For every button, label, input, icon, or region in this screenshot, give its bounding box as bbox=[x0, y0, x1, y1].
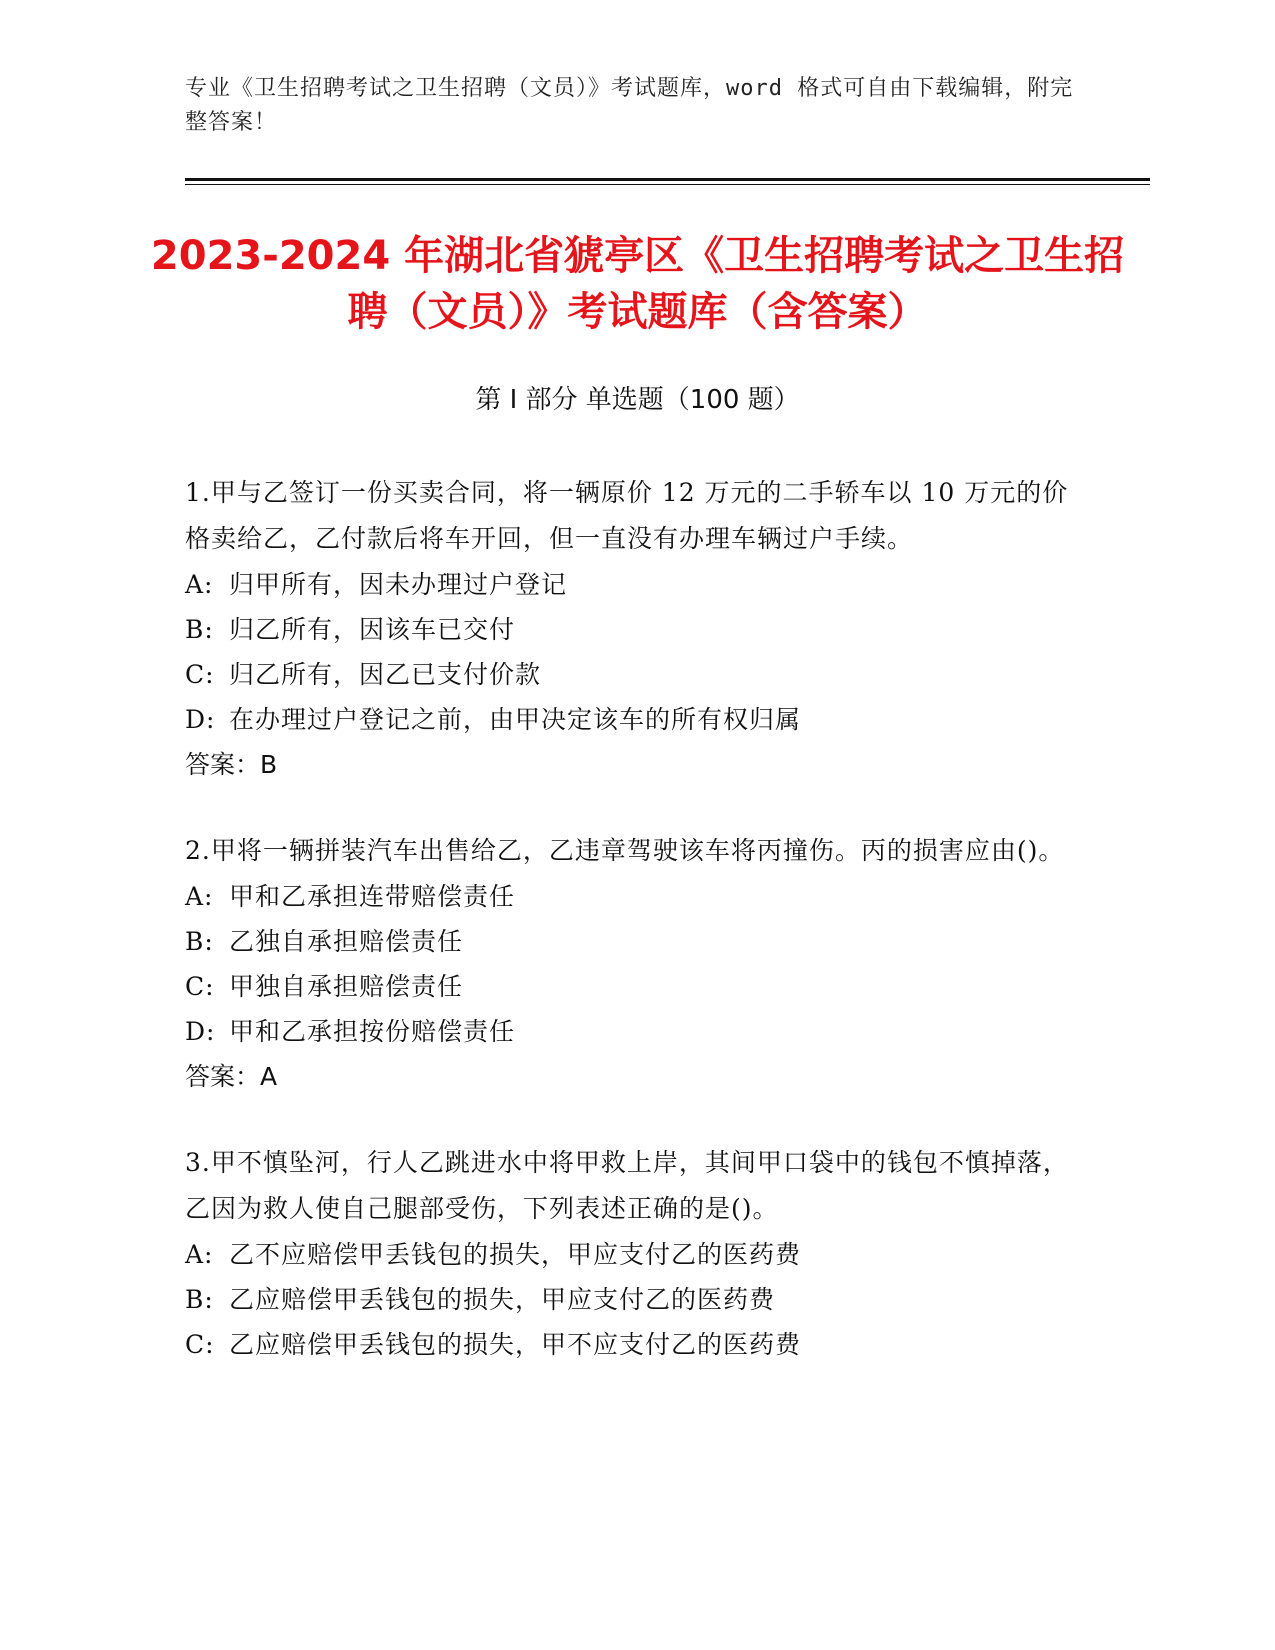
option-letter: B: bbox=[185, 927, 214, 956]
option-letter: C: bbox=[185, 1330, 215, 1359]
option-text: 乙不应赔偿甲丢钱包的损失，甲应支付乙的医药费 bbox=[229, 1240, 802, 1269]
header-note: 专业《卫生招聘考试之卫生招聘（文员）》考试题库，word 格式可自由下载编辑，附完整答案！ bbox=[185, 76, 1074, 135]
option-letter: A: bbox=[185, 570, 214, 599]
option-b bbox=[185, 919, 1070, 964]
question-stem: 2.甲将一辆拼装汽车出售给乙，乙违章驾驶该车将丙撞伤。丙的损害应由()。 bbox=[185, 836, 1065, 865]
document-title: 2023-2024 年湖北省猇亭区《卫生招聘考试之卫生招聘（文员）》考试题库（含答案） bbox=[150, 233, 1125, 335]
option-letter: C: bbox=[185, 972, 215, 1001]
option-c bbox=[185, 652, 1070, 697]
question-stem: 1.甲与乙签订一份买卖合同，将一辆原价 12 万元的二手轿车以 10 万元的价格卖给乙，乙付款后将车开回，但一直没有办理车辆过户手续。 bbox=[185, 478, 1069, 553]
option-text: 甲和乙承担按份赔偿责任 bbox=[229, 1017, 516, 1046]
option-a bbox=[185, 1232, 1070, 1277]
option-c bbox=[185, 964, 1070, 1009]
option-d bbox=[185, 1009, 1070, 1054]
option-letter: D: bbox=[185, 705, 216, 734]
option-a bbox=[185, 874, 1070, 919]
option-text: 甲独自承担赔偿责任 bbox=[229, 972, 464, 1001]
question-3 bbox=[185, 1140, 1070, 1367]
option-b bbox=[185, 1277, 1070, 1322]
option-letter: A: bbox=[185, 882, 214, 911]
option-text: 归甲所有，因未办理过户登记 bbox=[229, 570, 568, 599]
option-b bbox=[185, 607, 1070, 652]
option-d bbox=[185, 697, 1070, 742]
option-text: 乙应赔偿甲丢钱包的损失，甲应支付乙的医药费 bbox=[229, 1285, 776, 1314]
question-list bbox=[185, 470, 1070, 1407]
option-letter: B: bbox=[185, 615, 214, 644]
option-letter: D: bbox=[185, 1017, 216, 1046]
option-a bbox=[185, 562, 1070, 607]
option-c bbox=[185, 1322, 1070, 1367]
option-text: 乙应赔偿甲丢钱包的损失，甲不应支付乙的医药费 bbox=[229, 1330, 802, 1359]
question-2 bbox=[185, 828, 1070, 1100]
option-text: 乙独自承担赔偿责任 bbox=[229, 927, 464, 956]
question-stem: 3.甲不慎坠河，行人乙跳进水中将甲救上岸，其间甲口袋中的钱包不慎掉落，乙因为救人使自己腿部受伤，下列表述正确的是()。 bbox=[185, 1148, 1069, 1223]
section-title: 第 I 部分 单选题（100 题） bbox=[475, 385, 800, 415]
option-text: 甲和乙承担连带赔偿责任 bbox=[229, 882, 516, 911]
question-1 bbox=[185, 470, 1070, 788]
option-text: 归乙所有，因该车已交付 bbox=[229, 615, 516, 644]
option-text: 归乙所有，因乙已支付价款 bbox=[229, 660, 542, 689]
answer: 答案：B bbox=[185, 750, 278, 779]
option-letter: C: bbox=[185, 660, 215, 689]
header-rule-thick bbox=[185, 178, 1150, 181]
option-letter: A: bbox=[185, 1240, 214, 1269]
header-rule-thin bbox=[185, 184, 1150, 185]
answer: 答案：A bbox=[185, 1062, 278, 1091]
option-text: 在办理过户登记之前，由甲决定该车的所有权归属 bbox=[229, 705, 802, 734]
option-letter: B: bbox=[185, 1285, 214, 1314]
